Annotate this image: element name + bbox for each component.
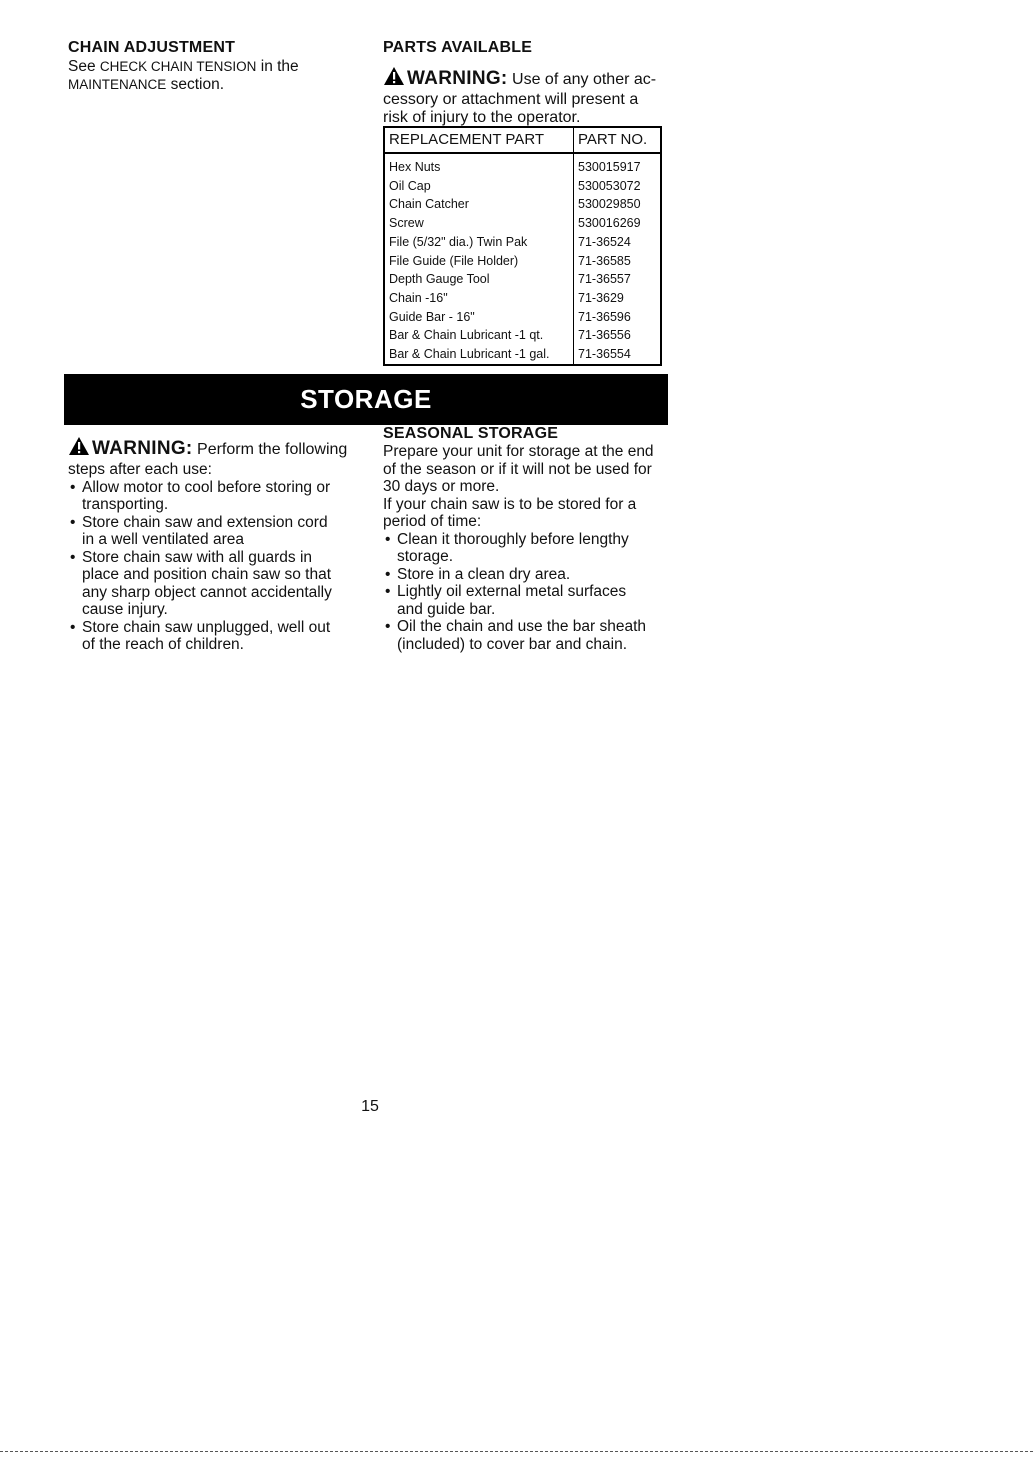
table-row <box>384 289 661 308</box>
part-number-cell: 530029850 <box>578 197 641 212</box>
page-number: 15 <box>361 1098 379 1115</box>
warning-text-line-3: risk of injury to the operator. <box>383 108 581 126</box>
chain-adjustment-text <box>68 58 338 93</box>
part-name-cell: Bar & Chain Lubricant -1 qt. <box>384 326 574 345</box>
storage-banner: STORAGE <box>64 374 668 425</box>
list-item-line: • Store chain saw with all guards in <box>82 548 313 566</box>
table-row <box>384 195 661 214</box>
list-item <box>68 549 368 619</box>
ref-check-chain-tension: CHECK CHAIN TENSION <box>99 59 257 74</box>
warning-text-line-2: steps after each use: <box>68 461 212 478</box>
warning-text-line-1: Use of any other ac- <box>512 71 657 88</box>
text-in-the: in the <box>260 58 299 75</box>
part-number-cell: 71-36524 <box>578 234 631 249</box>
part-name-cell: File (5/32" dia.) Twin Pak <box>384 233 574 252</box>
seasonal-storage-section <box>383 425 673 653</box>
table-row <box>384 308 661 327</box>
list-item-line: and guide bar. <box>397 600 496 618</box>
list-item <box>68 479 368 514</box>
intro-line: If your chain saw is to be stored for a <box>383 495 637 513</box>
seasonal-storage-intro <box>383 443 673 531</box>
ref-maintenance: MAINTENANCE <box>68 76 167 92</box>
table-row <box>384 326 661 345</box>
part-name-cell: Hex Nuts <box>384 153 574 177</box>
list-item <box>383 531 673 566</box>
intro-line: period of time: <box>383 513 482 530</box>
text-see: See <box>68 58 96 75</box>
intro-line: 30 days or more. <box>383 478 500 495</box>
list-item-line: cause injury. <box>82 601 168 618</box>
list-item-line: • Store chain saw and extension cord <box>82 513 328 531</box>
warning-text-line-1: Perform the following <box>197 441 348 458</box>
part-name-cell: Chain Catcher <box>384 195 574 214</box>
list-item <box>68 514 368 549</box>
part-number-cell: 71-36596 <box>578 309 631 324</box>
table-header-row <box>384 127 661 153</box>
parts-available-heading: PARTS AVAILABLE <box>383 39 533 56</box>
part-name-cell: Oil Cap <box>384 177 574 196</box>
warning-label: WARNING: <box>92 438 193 459</box>
part-number-cell: 71-36585 <box>578 253 631 268</box>
list-item-line: of the reach of children. <box>82 636 244 653</box>
table-row <box>384 177 661 196</box>
part-name-cell: Guide Bar - 16" <box>384 308 574 327</box>
part-name-cell: Screw <box>384 214 574 233</box>
table-row <box>384 233 661 252</box>
parts-table <box>383 126 662 366</box>
intro-line: Prepare your unit for storage at the end <box>383 443 654 460</box>
warning-triangle-icon <box>383 66 405 91</box>
part-number-cell: 530053072 <box>578 178 641 193</box>
list-item-line: in a well ventilated area <box>82 531 244 548</box>
list-item-line: • Store chain saw unplugged, well out <box>82 618 331 636</box>
column-header-part-no: PART NO. <box>574 127 662 153</box>
warning-text-line-2: cessory or attachment will present a <box>383 91 639 108</box>
table-row <box>384 270 661 289</box>
list-item <box>383 583 673 618</box>
list-item-line: any sharp object cannot accidentally <box>82 583 332 601</box>
part-number-cell: 71-36556 <box>578 328 631 343</box>
table-row <box>384 252 661 271</box>
part-number-cell: 530016269 <box>578 216 641 231</box>
part-name-cell: Bar & Chain Lubricant -1 gal. <box>384 345 574 365</box>
part-name-cell: File Guide (File Holder) <box>384 252 574 271</box>
list-item-line: (included) to cover bar and chain. <box>397 635 628 653</box>
parts-warning <box>383 66 673 126</box>
list-item <box>383 618 673 653</box>
list-item-line: • Lightly oil external metal surfaces <box>397 583 627 600</box>
seasonal-storage-bullet-list <box>383 531 673 654</box>
part-name-cell: Depth Gauge Tool <box>384 270 574 289</box>
list-item-line: storage. <box>397 548 454 565</box>
column-header-replacement-part: REPLACEMENT PART <box>384 127 574 153</box>
list-item-line: transporting. <box>82 496 169 513</box>
list-item-line: place and position chain saw so that <box>82 566 332 583</box>
part-number-cell: 71-36554 <box>578 347 631 362</box>
list-item <box>383 566 673 584</box>
list-item-line: • Oil the chain and use the bar sheath <box>397 618 647 635</box>
table-row <box>384 214 661 233</box>
part-number-cell: 71-3629 <box>578 290 624 305</box>
list-item-line: • Allow motor to cool before storing or <box>82 478 331 496</box>
table-row <box>384 345 661 365</box>
storage-bullet-list <box>68 479 368 654</box>
warning-label: WARNING: <box>407 68 508 89</box>
part-number-cell: 71-36557 <box>578 272 631 287</box>
part-name-cell: Chain -16" <box>384 289 574 308</box>
bottom-divider <box>0 1451 1033 1452</box>
intro-line: of the season or if it will not be used for <box>383 460 652 478</box>
list-item <box>68 619 368 654</box>
warning-triangle-icon <box>68 436 90 461</box>
text-section: section. <box>170 75 224 93</box>
list-item-line: • Store in a clean dry area. <box>397 565 571 583</box>
storage-warning <box>68 436 368 654</box>
chain-adjustment-heading: CHAIN ADJUSTMENT <box>68 39 236 56</box>
part-number-cell: 530015917 <box>578 160 641 174</box>
table-row <box>384 153 661 177</box>
list-item-line: • Clean it thoroughly before lengthy <box>397 530 629 548</box>
seasonal-storage-heading: SEASONAL STORAGE <box>383 425 559 442</box>
